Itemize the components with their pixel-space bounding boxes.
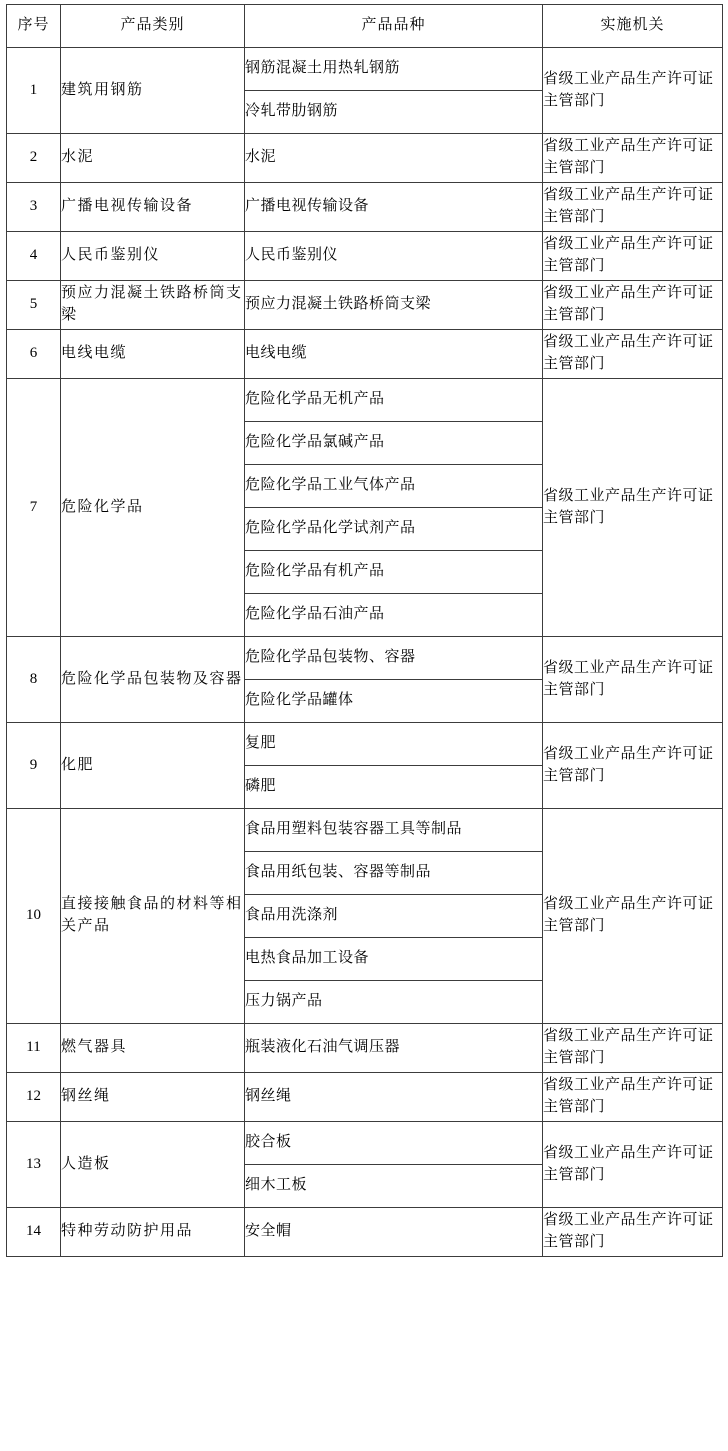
cell-product-kind: 复肥 — [245, 723, 543, 766]
cell-implementing-organ: 省级工业产品生产许可证主管部门 — [543, 330, 723, 379]
table-header — [7, 5, 723, 48]
cell-product-category: 危险化学品包装物及容器 — [61, 637, 245, 723]
cell-serial-number: 14 — [7, 1208, 61, 1257]
column-header-kind: 产品品种 — [245, 5, 543, 48]
cell-product-kind: 人民币鉴别仪 — [245, 232, 543, 281]
cell-product-category: 预应力混凝土铁路桥筒支梁 — [61, 281, 245, 330]
cell-product-kind: 食品用塑料包装容器工具等制品 — [245, 809, 543, 852]
cell-implementing-organ: 省级工业产品生产许可证主管部门 — [543, 1122, 723, 1208]
cell-serial-number: 1 — [7, 48, 61, 134]
cell-serial-number: 4 — [7, 232, 61, 281]
cell-product-category: 水泥 — [61, 134, 245, 183]
column-header-organ: 实施机关 — [543, 5, 723, 48]
table-row — [7, 48, 723, 91]
cell-serial-number: 5 — [7, 281, 61, 330]
cell-product-kind: 钢丝绳 — [245, 1073, 543, 1122]
cell-product-kind: 危险化学品氯碱产品 — [245, 422, 543, 465]
cell-serial-number: 8 — [7, 637, 61, 723]
cell-implementing-organ: 省级工业产品生产许可证主管部门 — [543, 183, 723, 232]
cell-serial-number: 12 — [7, 1073, 61, 1122]
cell-product-kind: 胶合板 — [245, 1122, 543, 1165]
table-row — [7, 1208, 723, 1257]
cell-product-category: 电线电缆 — [61, 330, 245, 379]
cell-implementing-organ: 省级工业产品生产许可证主管部门 — [543, 1073, 723, 1122]
cell-implementing-organ: 省级工业产品生产许可证主管部门 — [543, 1024, 723, 1073]
cell-product-kind: 食品用洗涤剂 — [245, 895, 543, 938]
cell-product-kind: 安全帽 — [245, 1208, 543, 1257]
cell-product-kind: 瓶装液化石油气调压器 — [245, 1024, 543, 1073]
table-row — [7, 232, 723, 281]
column-header-category: 产品类别 — [61, 5, 245, 48]
cell-product-category: 人造板 — [61, 1122, 245, 1208]
cell-product-kind: 磷肥 — [245, 766, 543, 809]
table-row — [7, 330, 723, 379]
table-row — [7, 1073, 723, 1122]
cell-product-category: 直接接触食品的材料等相关产品 — [61, 809, 245, 1024]
cell-implementing-organ: 省级工业产品生产许可证主管部门 — [543, 281, 723, 330]
cell-product-kind: 水泥 — [245, 134, 543, 183]
cell-serial-number: 11 — [7, 1024, 61, 1073]
cell-serial-number: 3 — [7, 183, 61, 232]
table-row — [7, 183, 723, 232]
cell-serial-number: 10 — [7, 809, 61, 1024]
table-row — [7, 1024, 723, 1073]
cell-product-kind: 危险化学品工业气体产品 — [245, 465, 543, 508]
cell-product-kind: 危险化学品有机产品 — [245, 551, 543, 594]
cell-serial-number: 7 — [7, 379, 61, 637]
cell-implementing-organ: 省级工业产品生产许可证主管部门 — [543, 134, 723, 183]
table-row — [7, 281, 723, 330]
product-license-table — [6, 4, 723, 1257]
cell-serial-number: 2 — [7, 134, 61, 183]
cell-product-kind: 电线电缆 — [245, 330, 543, 379]
cell-product-kind: 危险化学品化学试剂产品 — [245, 508, 543, 551]
cell-implementing-organ: 省级工业产品生产许可证主管部门 — [543, 637, 723, 723]
cell-product-kind: 钢筋混凝土用热轧钢筋 — [245, 48, 543, 91]
cell-product-category: 特种劳动防护用品 — [61, 1208, 245, 1257]
cell-product-kind: 危险化学品无机产品 — [245, 379, 543, 422]
table-row — [7, 1122, 723, 1165]
cell-product-kind: 广播电视传输设备 — [245, 183, 543, 232]
cell-product-kind: 危险化学品罐体 — [245, 680, 543, 723]
table-header-row — [7, 5, 723, 48]
cell-product-category: 化肥 — [61, 723, 245, 809]
cell-implementing-organ: 省级工业产品生产许可证主管部门 — [543, 379, 723, 637]
cell-product-category: 燃气器具 — [61, 1024, 245, 1073]
cell-product-kind: 细木工板 — [245, 1165, 543, 1208]
cell-product-category: 钢丝绳 — [61, 1073, 245, 1122]
table-row — [7, 379, 723, 422]
table-row — [7, 723, 723, 766]
cell-serial-number: 6 — [7, 330, 61, 379]
cell-implementing-organ: 省级工业产品生产许可证主管部门 — [543, 48, 723, 134]
cell-product-category: 人民币鉴别仪 — [61, 232, 245, 281]
cell-product-kind: 预应力混凝土铁路桥筒支梁 — [245, 281, 543, 330]
cell-implementing-organ: 省级工业产品生产许可证主管部门 — [543, 809, 723, 1024]
cell-product-kind: 电热食品加工设备 — [245, 938, 543, 981]
cell-product-kind: 冷轧带肋钢筋 — [245, 91, 543, 134]
table-row — [7, 809, 723, 852]
column-header-no: 序号 — [7, 5, 61, 48]
cell-product-category: 危险化学品 — [61, 379, 245, 637]
table-body — [7, 48, 723, 1257]
table-row — [7, 637, 723, 680]
cell-product-kind: 危险化学品石油产品 — [245, 594, 543, 637]
cell-implementing-organ: 省级工业产品生产许可证主管部门 — [543, 1208, 723, 1257]
cell-product-category: 建筑用钢筋 — [61, 48, 245, 134]
cell-product-kind: 危险化学品包装物、容器 — [245, 637, 543, 680]
cell-product-category: 广播电视传输设备 — [61, 183, 245, 232]
cell-product-kind: 食品用纸包装、容器等制品 — [245, 852, 543, 895]
cell-serial-number: 9 — [7, 723, 61, 809]
cell-implementing-organ: 省级工业产品生产许可证主管部门 — [543, 723, 723, 809]
table-row — [7, 134, 723, 183]
cell-serial-number: 13 — [7, 1122, 61, 1208]
cell-product-kind: 压力锅产品 — [245, 981, 543, 1024]
cell-implementing-organ: 省级工业产品生产许可证主管部门 — [543, 232, 723, 281]
